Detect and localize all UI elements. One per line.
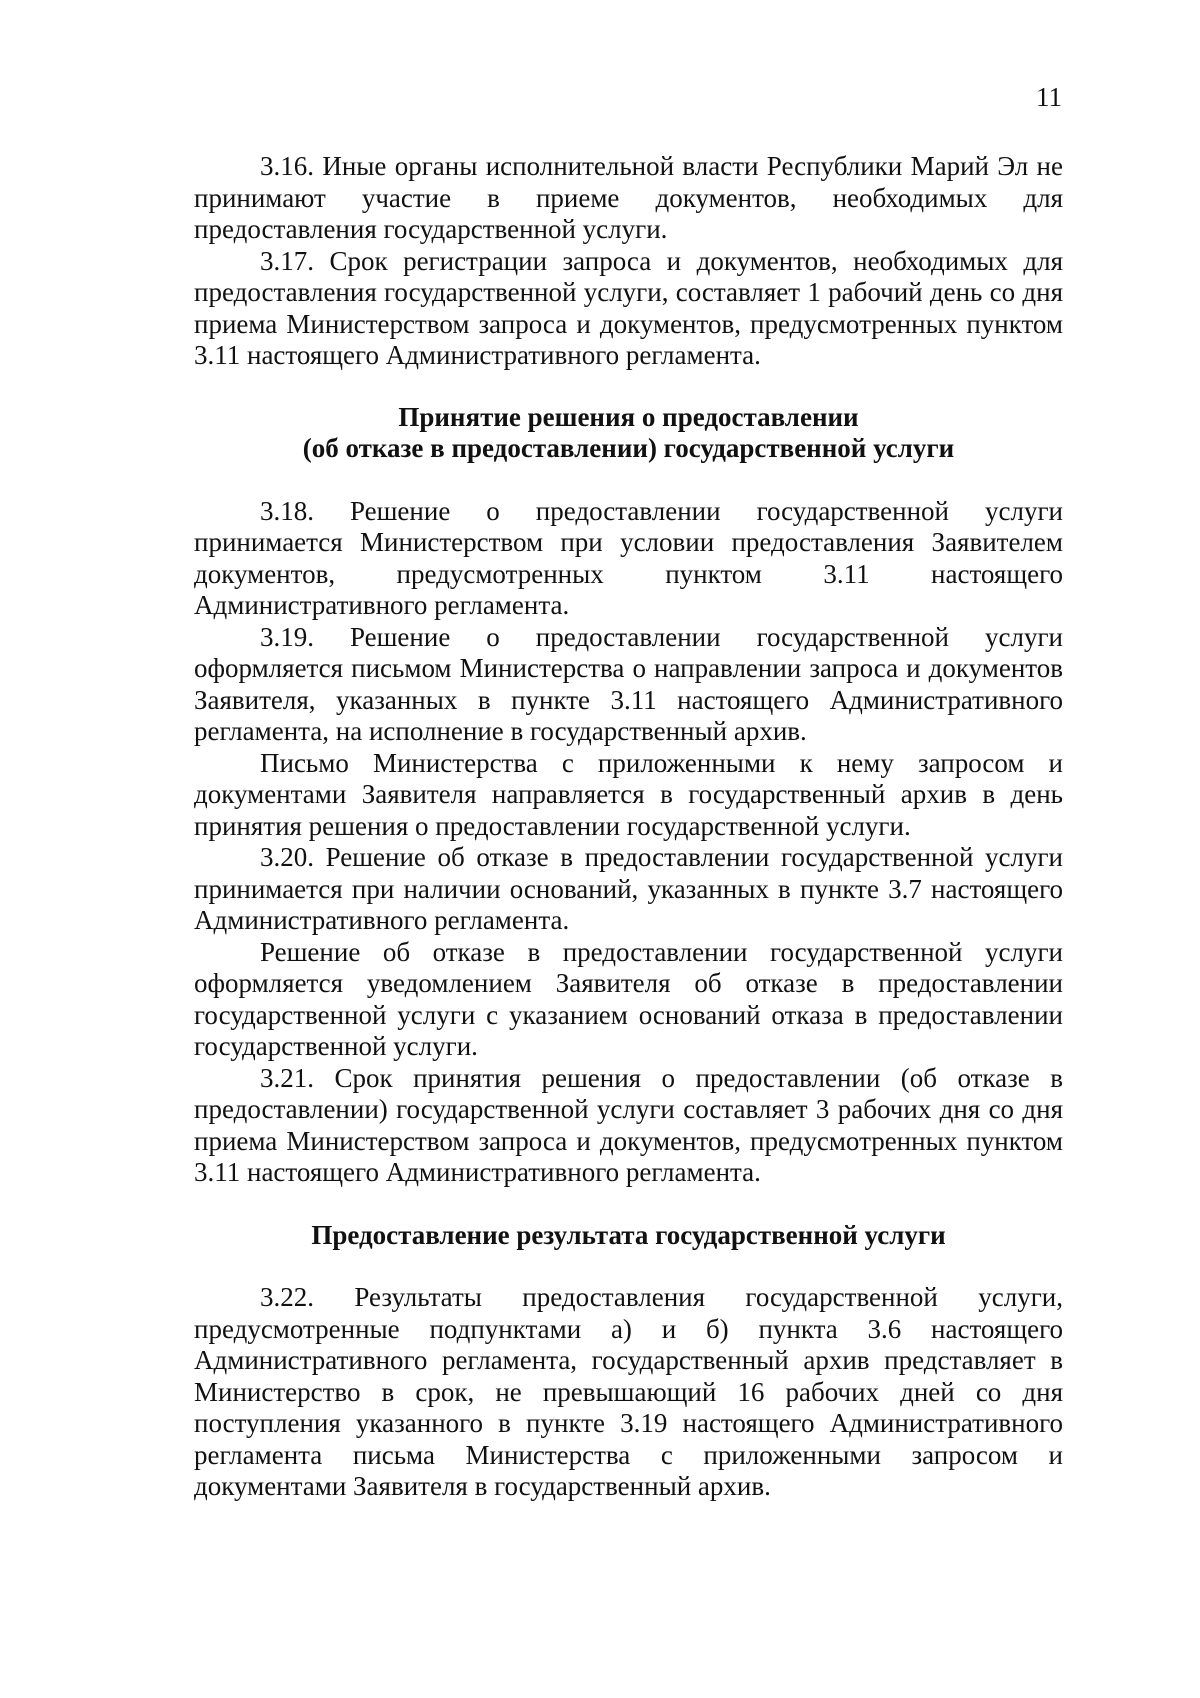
section-heading-decision-line-1: Принятие решения о предоставлении bbox=[398, 401, 859, 432]
paragraph-3-20: 3.20. Решение об отказе в предоставлении государственной услуги принимается при наличии оснований, указанных в пункте 3.7 настоящего Административного регламента. bbox=[194, 842, 1063, 935]
paragraph-3-18: 3.18. Решение о предоставлении государственной услуги принимается Министерством при условии предоставления Заявителем документов, предусмотренных пунктом 3.11 настоящего Административного регламента. bbox=[194, 495, 1063, 620]
section-heading-result: Предоставление результата государственной услуги bbox=[311, 1219, 946, 1250]
paragraph-letter: Письмо Министерства с приложенными к нему запросом и документами Заявителя направляется в государственный архив в день принятия решения о предоставлении государственной услуги. bbox=[194, 747, 1063, 841]
paragraph-3-19: 3.19. Решение о предоставлении государственной услуги оформляется письмом Министерства о направлении запроса и документов Заявителя, указанных в пункте 3.11 настоящего Административного регламента, на исполнение в государственный архив. bbox=[194, 621, 1063, 746]
section-heading-decision-line-2: (об отказе в предоставлении) государственной услуги bbox=[302, 433, 955, 463]
page-number: 11 bbox=[1036, 82, 1062, 112]
paragraph-refusal: Решение об отказе в предоставлении государственной услуги оформляется уведомлением Заявителя об отказе в предоставлении государственной услуги с указанием оснований отказа в предоставлении государственной услуги. bbox=[194, 936, 1063, 1061]
paragraph-3-21: 3.21. Срок принятия решения о предоставлении (об отказе в предоставлении) государственной услуги составляет 3 рабочих дня со дня приема Министерством запроса и документов, предусмотренных пунктом 3.11 настоящего Административного регламента. bbox=[194, 1062, 1063, 1187]
paragraph-3-22: 3.22. Результаты предоставления государственной услуги, предусмотренные подпунктами а) и б) пункта 3.6 настоящего Административного регламента, государственный архив представляет в Министерство в срок, не превышающий 16 рабочих дней со дня поступления указанного в пункте 3.19 настоящего Административного регламента письма Министерства с приложенными запросом и документами Заявителя в государственный архив. bbox=[194, 1282, 1063, 1501]
document-body bbox=[194, 151, 1063, 1503]
paragraph-3-16: 3.16. Иные органы исполнительной власти Республики Марий Эл не принимают участие в приеме документов, необходимых для предоставления государственной услуги. bbox=[194, 151, 1063, 244]
section-heading-decision bbox=[194, 402, 1063, 465]
paragraph-3-17: 3.17. Срок регистрации запроса и документов, необходимых для предоставления государственной услуги, составляет 1 рабочий день со дня приема Министерством запроса и документов, предусмотренных пунктом 3.11 настоящего Административного регламента. bbox=[194, 245, 1063, 370]
